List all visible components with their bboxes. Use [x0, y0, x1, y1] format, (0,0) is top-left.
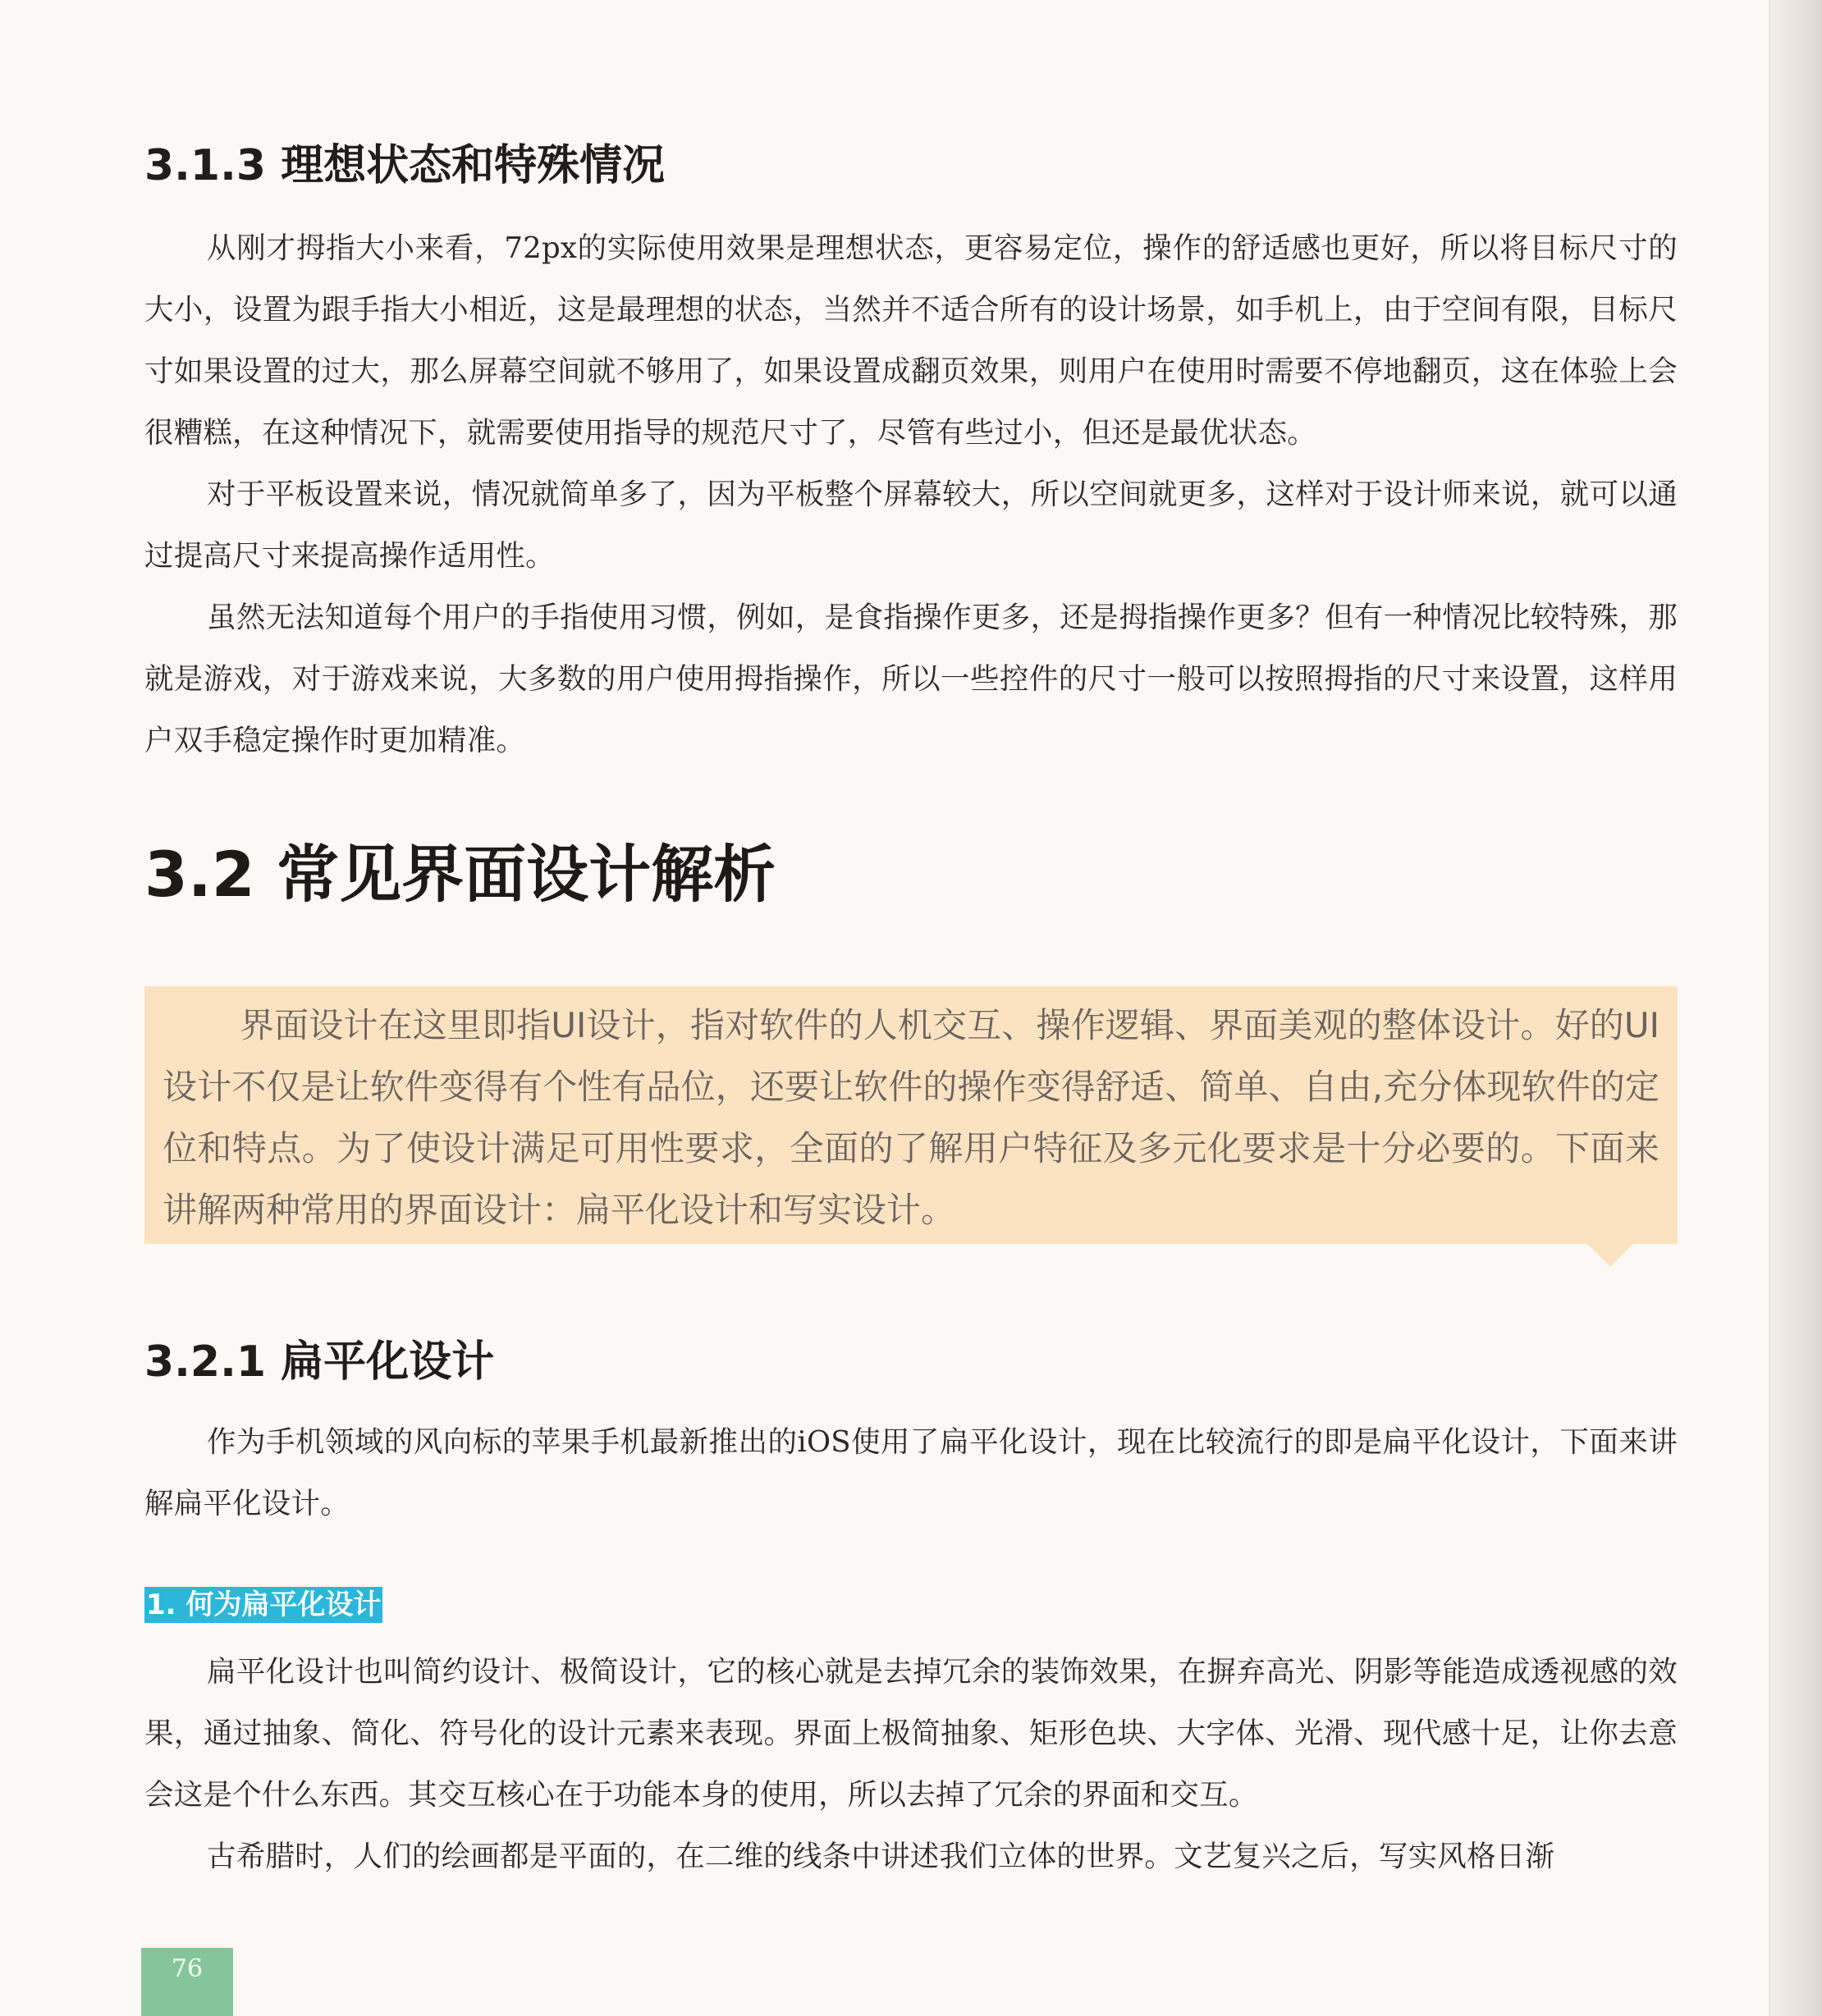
subsection-heading-tag: 1. 何为扁平化设计: [146, 1589, 382, 1621]
subsection-paragraph-1: 扁平化设计也叫简约设计、极简设计，它的核心就是去掉冗余的装饰效果，在摒弃高光、阴影等能造成透视感的效果，通过抽象、简化、符号化的设计元素来表现。界面上极简抽象、矩形色块、大字体、光滑、现代感十足，让你去意会这是个什么东西。其交互核心在于功能本身的使用，所以去掉了冗余的界面和交互。: [144, 1655, 1678, 1812]
section-3-2-heading: 3.2 常见界面设计解析: [144, 838, 776, 911]
section-3-2-1-heading: 3.2.1 扁平化设计: [144, 1337, 495, 1387]
section-3-1-3-paragraph-1: 从刚才拇指大小来看，72px的实际使用效果是理想状态，更容易定位，操作的舒适感也更好，所以将目标尺寸的大小，设置为跟手指大小相近，这是最理想的状态，当然并不适合所有的设计场景，如手机上，由于空间有限，目标尺寸如果设置的过大，那么屏幕空间就不够用了，如果设置成翻页效果，则用户在使用时需要不停地翻页，这在体验上会很糟糕，在这种情况下，就需要使用指导的规范尺寸了，尽管有些过小，但还是最优状态。: [144, 231, 1678, 450]
section-3-1-3-paragraph-3: 虽然无法知道每个用户的手指使用习惯，例如，是食指操作更多，还是拇指操作更多？但有一种情况比较特殊，那就是游戏，对于游戏来说，大多数的用户使用拇指操作，所以一些控件的尺寸一般可以按照拇指的尺寸来设置，这样用户双手稳定操作时更加精准。: [144, 601, 1678, 757]
subsection-paragraph-2: 古希腊时，人们的绘画都是平面的，在二维的线条中讲述我们立体的世界。文艺复兴之后，写实风格日渐: [207, 1840, 1555, 1873]
intro-callout-box: [144, 986, 1678, 1244]
page-number: 76: [171, 1954, 204, 1983]
page-edge-shadow: [1771, 0, 1822, 2016]
section-3-1-3-heading: 3.1.3 理想状态和特殊情况: [144, 141, 666, 190]
intro-callout-text: 界面设计在这里即指UI设计，指对软件的人机交互、操作逻辑、界面美观的整体设计。好的UI设计不仅是让软件变得有个性有品位，还要让软件的操作变得舒适、简单、自由,充分体现软件的定位和特点。为了使设计满足可用性要求，全面的了解用户特征及多元化要求是十分必要的。下面来讲解两种常用的界面设计：扁平化设计和写实设计。: [163, 1005, 1659, 1230]
intro-callout-pointer: [1587, 1244, 1633, 1267]
section-3-1-3-paragraph-2: 对于平板设置来说，情况就简单多了，因为平板整个屏幕较大，所以空间就更多，这样对于设计师来说，就可以通过提高尺寸来提高操作适用性。: [144, 478, 1678, 573]
section-3-2-1-paragraph: 作为手机领域的风向标的苹果手机最新推出的iOS使用了扁平化设计，现在比较流行的即是扁平化设计，下面来讲解扁平化设计。: [144, 1425, 1678, 1520]
page-number-box: [141, 1948, 233, 2016]
